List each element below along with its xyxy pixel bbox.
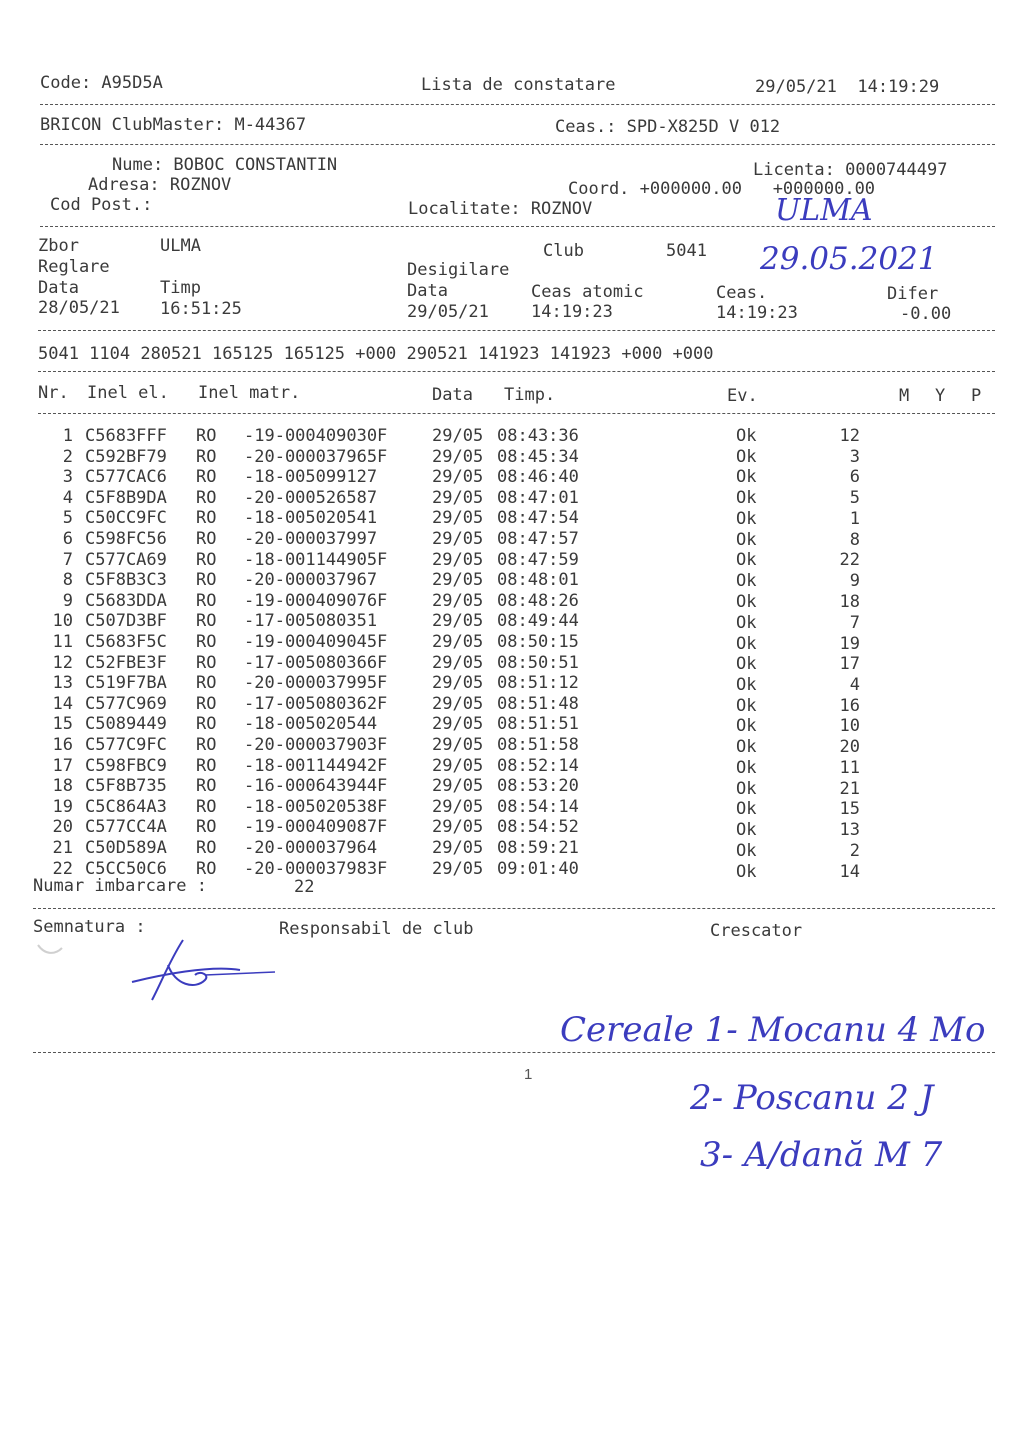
row-ev: Ok <box>736 861 757 882</box>
table-row <box>0 673 1024 693</box>
row-country: RO <box>196 529 217 549</box>
row-country: RO <box>196 508 217 529</box>
col-y: Y <box>935 386 946 406</box>
row-inel-el: C5F8B735 <box>85 776 167 797</box>
separator <box>33 908 995 909</box>
separator <box>33 1052 995 1053</box>
row-data: 29/05 <box>432 508 484 529</box>
row-ev: Ok <box>736 529 757 550</box>
data-label: Data <box>38 278 79 298</box>
row-position: 21 <box>839 778 860 799</box>
row-inel-matr: -20-000037983F <box>244 858 388 879</box>
row-inel-matr: -17-005080351 <box>244 611 378 632</box>
row-inel-el: C50CC9FC <box>85 508 167 529</box>
row-inel-matr: -18-005020544 <box>244 714 378 735</box>
row-ev: Ok <box>736 695 757 716</box>
zbor-value: ULMA <box>160 236 201 256</box>
row-country: RO <box>196 632 217 652</box>
row-country: RO <box>196 426 217 446</box>
numar-imbarcare-label: Numar imbarcare : <box>33 876 207 896</box>
table-row <box>0 817 1024 841</box>
row-ev: Ok <box>736 654 757 675</box>
row-nr: 19 <box>52 796 73 817</box>
ceas-value: 14:19:23 <box>716 303 798 323</box>
row-timp: 08:52:14 <box>497 755 579 776</box>
row-timp: 08:47:57 <box>497 529 579 549</box>
row-inel-matr: -19-000409045F <box>244 632 388 652</box>
row-position: 2 <box>849 841 860 861</box>
row-nr: 13 <box>52 673 73 694</box>
row-inel-el: C5CC50C6 <box>85 858 167 879</box>
row-inel-matr: -18-005020541 <box>244 508 378 529</box>
row-inel-matr: -18-001144905F <box>244 549 388 570</box>
row-country: RO <box>196 487 217 508</box>
row-timp: 08:51:51 <box>497 714 579 735</box>
row-country: RO <box>196 796 217 817</box>
row-timp: 08:50:51 <box>497 652 579 673</box>
row-data: 29/05 <box>432 467 484 488</box>
row-timp: 08:51:58 <box>497 735 579 755</box>
numar-imbarcare-value: 22 <box>294 877 315 897</box>
ceas-id: Ceas.: SPD-X825D V 012 <box>555 117 781 137</box>
crescator-label: Crescator <box>710 921 803 941</box>
row-inel-matr: -20-000037967 <box>244 570 378 591</box>
row-ev: Ok <box>736 799 757 820</box>
row-country: RO <box>196 590 217 611</box>
table-row <box>0 550 1024 570</box>
row-nr: 16 <box>52 735 73 755</box>
row-data: 29/05 <box>432 446 484 467</box>
row-inel-el: C50D589A <box>85 838 167 858</box>
row-country: RO <box>196 693 217 714</box>
handwritten-line-3: 3- A/dană M 7 <box>700 1135 943 1175</box>
row-position: 17 <box>839 654 860 675</box>
row-inel-matr: -19-000409076F <box>244 590 388 611</box>
handwritten-line-2: 2- Poscanu 2 J <box>690 1078 934 1118</box>
row-country: RO <box>196 838 217 858</box>
table-row <box>0 694 1024 714</box>
row-inel-el: C577CC4A <box>85 817 167 838</box>
table-row <box>0 632 1024 652</box>
difer-label: Difer <box>887 284 939 304</box>
row-ev: Ok <box>736 508 757 529</box>
separator <box>38 330 995 331</box>
row-country: RO <box>196 611 217 632</box>
handwritten-line-1: Cereale 1- Mocanu 4 Mo <box>560 1010 986 1050</box>
row-country: RO <box>196 652 217 673</box>
row-timp: 08:46:40 <box>497 467 579 488</box>
semnatura-label: Semnatura : <box>33 917 146 937</box>
difer-value: -0.00 <box>900 304 952 324</box>
row-nr: 9 <box>62 590 73 611</box>
row-inel-matr: -20-000037903F <box>244 735 388 755</box>
table-row <box>0 714 1024 737</box>
row-timp: 09:01:40 <box>497 858 579 879</box>
row-inel-el: C5089449 <box>85 714 167 735</box>
row-inel-matr: -20-000037995F <box>244 673 388 694</box>
row-nr: 11 <box>52 632 73 652</box>
row-nr: 5 <box>62 508 73 529</box>
row-inel-matr: -17-005080362F <box>244 693 388 714</box>
row-position: 13 <box>839 820 860 841</box>
row-data: 29/05 <box>432 714 484 735</box>
row-data: 29/05 <box>432 529 484 549</box>
row-ev: Ok <box>736 820 757 841</box>
reglare-data: 28/05/21 <box>38 298 120 318</box>
col-ev: Ev. <box>727 386 758 406</box>
row-data: 29/05 <box>432 673 484 694</box>
row-country: RO <box>196 673 217 694</box>
code-line: 5041 1104 280521 165125 165125 +000 290521 141923 141923 +000 +000 <box>38 344 714 364</box>
licence: Licenta: 0000744497 <box>753 160 948 180</box>
row-timp: 08:49:44 <box>497 611 579 632</box>
row-position: 6 <box>849 467 860 488</box>
row-position: 4 <box>849 674 860 695</box>
row-position: 1 <box>849 508 860 529</box>
row-data: 29/05 <box>432 776 484 797</box>
row-data: 29/05 <box>432 632 484 652</box>
table-row <box>0 447 1024 467</box>
reglare-timp: 16:51:25 <box>160 299 242 319</box>
club-label: Club <box>543 241 584 261</box>
table-row <box>0 529 1024 549</box>
row-data: 29/05 <box>432 796 484 817</box>
col-nr: Nr. <box>38 383 69 403</box>
row-position: 5 <box>849 488 860 509</box>
row-ev: Ok <box>736 778 757 799</box>
row-inel-matr: -18-001144942F <box>244 755 388 776</box>
desigilare-label: Desigilare <box>407 260 510 280</box>
row-ev: Ok <box>736 426 757 446</box>
row-timp: 08:53:20 <box>497 776 579 797</box>
row-position: 7 <box>849 612 860 633</box>
row-data: 29/05 <box>432 735 484 755</box>
row-data: 29/05 <box>432 487 484 508</box>
row-inel-matr: -20-000037965F <box>244 446 388 467</box>
row-inel-el: C519F7BA <box>85 673 167 694</box>
row-timp: 08:47:54 <box>497 508 579 529</box>
row-inel-el: C52FBE3F <box>85 652 167 673</box>
row-position: 20 <box>839 737 860 758</box>
row-nr: 6 <box>62 529 73 549</box>
row-ev: Ok <box>736 488 757 509</box>
row-nr: 3 <box>62 467 73 488</box>
row-inel-el: C5C864A3 <box>85 796 167 817</box>
owner-address: Adresa: ROZNOV <box>88 175 232 195</box>
row-position: 3 <box>849 446 860 467</box>
locality: Localitate: ROZNOV <box>408 199 593 219</box>
table-row <box>0 570 1024 590</box>
row-data: 29/05 <box>432 426 484 446</box>
row-country: RO <box>196 467 217 488</box>
zbor-label: Zbor <box>38 236 79 256</box>
table-row <box>0 591 1024 611</box>
row-inel-matr: -20-000037964 <box>244 838 378 858</box>
row-position: 18 <box>839 591 860 612</box>
bricon-clubmaster: BRICON ClubMaster: M-44367 <box>40 115 307 135</box>
row-nr: 4 <box>62 487 73 508</box>
row-inel-el: C5683F5C <box>85 632 167 652</box>
row-inel-el: C577CAC6 <box>85 467 167 488</box>
handwritten-place: ULMA <box>775 193 873 228</box>
row-nr: 10 <box>52 611 73 632</box>
row-country: RO <box>196 755 217 776</box>
col-timp: Timp. <box>504 385 556 405</box>
data2-label: Data <box>407 281 448 301</box>
row-position: 8 <box>849 529 860 550</box>
row-ev: Ok <box>736 446 757 467</box>
separator <box>38 371 995 372</box>
print-datetime: 29/05/21 14:19:29 <box>755 77 940 97</box>
row-inel-matr: -19-000409087F <box>244 817 388 838</box>
col-data: Data <box>432 385 473 405</box>
row-position: 9 <box>849 571 860 592</box>
separator <box>40 104 995 105</box>
row-inel-el: C577C969 <box>85 693 167 714</box>
timp-label: Timp <box>160 278 201 298</box>
row-country: RO <box>196 735 217 755</box>
owner-name: Nume: BOBOC CONSTANTIN <box>112 155 338 175</box>
row-position: 19 <box>839 633 860 654</box>
document-title: Lista de constatare <box>421 75 616 95</box>
row-timp: 08:45:34 <box>497 446 579 467</box>
row-inel-el: C592BF79 <box>85 446 167 467</box>
row-data: 29/05 <box>432 693 484 714</box>
desigilare-data: 29/05/21 <box>407 302 489 322</box>
row-position: 15 <box>839 799 860 820</box>
row-ev: Ok <box>736 737 757 758</box>
row-ev: Ok <box>736 841 757 861</box>
table-row <box>0 838 1024 861</box>
table-row <box>0 735 1024 758</box>
ceas-atomic-value: 14:19:23 <box>531 302 613 322</box>
row-timp: 08:48:26 <box>497 590 579 611</box>
row-country: RO <box>196 858 217 879</box>
row-inel-el: C5683FFF <box>85 426 167 446</box>
row-nr: 17 <box>52 755 73 776</box>
row-timp: 08:47:59 <box>497 549 579 570</box>
row-country: RO <box>196 446 217 467</box>
row-position: 16 <box>839 695 860 716</box>
row-nr: 18 <box>52 776 73 797</box>
reglare-label: Reglare <box>38 257 110 277</box>
row-data: 29/05 <box>432 817 484 838</box>
table-row <box>0 508 1024 528</box>
row-inel-matr: -16-000643944F <box>244 776 388 797</box>
row-inel-el: C598FC56 <box>85 529 167 549</box>
row-inel-matr: -18-005020538F <box>244 796 388 817</box>
row-timp: 08:54:52 <box>497 817 579 838</box>
row-ev: Ok <box>736 674 757 695</box>
row-inel-matr: -17-005080366F <box>244 652 388 673</box>
row-inel-el: C5F8B9DA <box>85 487 167 508</box>
row-nr: 2 <box>62 446 73 467</box>
row-data: 29/05 <box>432 590 484 611</box>
row-inel-el: C577C9FC <box>85 735 167 755</box>
row-data: 29/05 <box>432 570 484 591</box>
row-nr: 1 <box>62 426 73 446</box>
row-inel-el: C5683DDA <box>85 590 167 611</box>
responsabil-label: Responsabil de club <box>279 919 474 939</box>
row-inel-matr: -18-005099127 <box>244 467 378 488</box>
separator <box>38 413 995 414</box>
col-inel-matr: Inel matr. <box>198 383 301 403</box>
row-position: 11 <box>839 757 860 778</box>
row-country: RO <box>196 570 217 591</box>
row-ev: Ok <box>736 757 757 778</box>
table-row <box>0 653 1024 673</box>
row-country: RO <box>196 817 217 838</box>
row-ev: Ok <box>736 633 757 654</box>
row-country: RO <box>196 776 217 797</box>
row-timp: 08:51:12 <box>497 673 579 694</box>
row-data: 29/05 <box>432 858 484 879</box>
postal-code: Cod Post.: <box>50 195 153 215</box>
table-row <box>0 426 1024 446</box>
col-m: M <box>899 386 910 406</box>
row-data: 29/05 <box>432 549 484 570</box>
table-row <box>0 467 1024 487</box>
row-nr: 22 <box>52 858 73 879</box>
row-data: 29/05 <box>432 755 484 776</box>
row-ev: Ok <box>736 716 757 737</box>
row-data: 29/05 <box>432 611 484 632</box>
row-data: 29/05 <box>432 838 484 858</box>
row-country: RO <box>196 714 217 735</box>
row-timp: 08:47:01 <box>497 487 579 508</box>
row-ev: Ok <box>736 550 757 571</box>
row-inel-el: C5F8B3C3 <box>85 570 167 591</box>
row-position: 22 <box>839 550 860 571</box>
page-number: 1 <box>524 1066 533 1083</box>
ceas-atomic-label: Ceas atomic <box>531 282 644 302</box>
row-ev: Ok <box>736 612 757 633</box>
table-row <box>0 488 1024 508</box>
club-value: 5041 <box>666 241 707 261</box>
row-nr: 7 <box>62 549 73 570</box>
row-timp: 08:43:36 <box>497 426 579 446</box>
col-p: P <box>971 386 982 406</box>
coordinates: Coord. +000000.00 +000000.00 <box>568 179 876 199</box>
row-timp: 08:54:14 <box>497 796 579 817</box>
row-nr: 14 <box>52 693 73 714</box>
table-row <box>0 756 1024 776</box>
row-timp: 08:48:01 <box>497 570 579 591</box>
row-ev: Ok <box>736 571 757 592</box>
col-inel-el: Inel el. <box>87 383 169 403</box>
table-row <box>0 776 1024 799</box>
table-row <box>0 611 1024 631</box>
row-position: 10 <box>839 716 860 737</box>
row-nr: 8 <box>62 570 73 591</box>
row-ev: Ok <box>736 467 757 488</box>
row-timp: 08:50:15 <box>497 632 579 652</box>
row-nr: 21 <box>52 838 73 858</box>
row-inel-matr: -19-000409030F <box>244 426 388 446</box>
separator <box>40 144 995 145</box>
row-inel-matr: -20-000526587 <box>244 487 378 508</box>
table-row <box>0 796 1024 820</box>
row-timp: 08:59:21 <box>497 838 579 858</box>
code-text: Code: A95D5A <box>40 73 163 93</box>
row-ev: Ok <box>736 591 757 612</box>
row-inel-el: C577CA69 <box>85 549 167 570</box>
row-position: 12 <box>839 426 860 446</box>
row-country: RO <box>196 549 217 570</box>
handwritten-date: 29.05.2021 <box>760 241 938 277</box>
row-position: 14 <box>839 861 860 882</box>
row-inel-el: C598FBC9 <box>85 755 167 776</box>
row-timp: 08:51:48 <box>497 693 579 714</box>
ceas-label: Ceas. <box>716 283 768 303</box>
row-nr: 12 <box>52 652 73 673</box>
row-nr: 15 <box>52 714 73 735</box>
row-data: 29/05 <box>432 652 484 673</box>
row-inel-el: C507D3BF <box>85 611 167 632</box>
row-nr: 20 <box>52 817 73 838</box>
row-inel-matr: -20-000037997 <box>244 529 378 549</box>
